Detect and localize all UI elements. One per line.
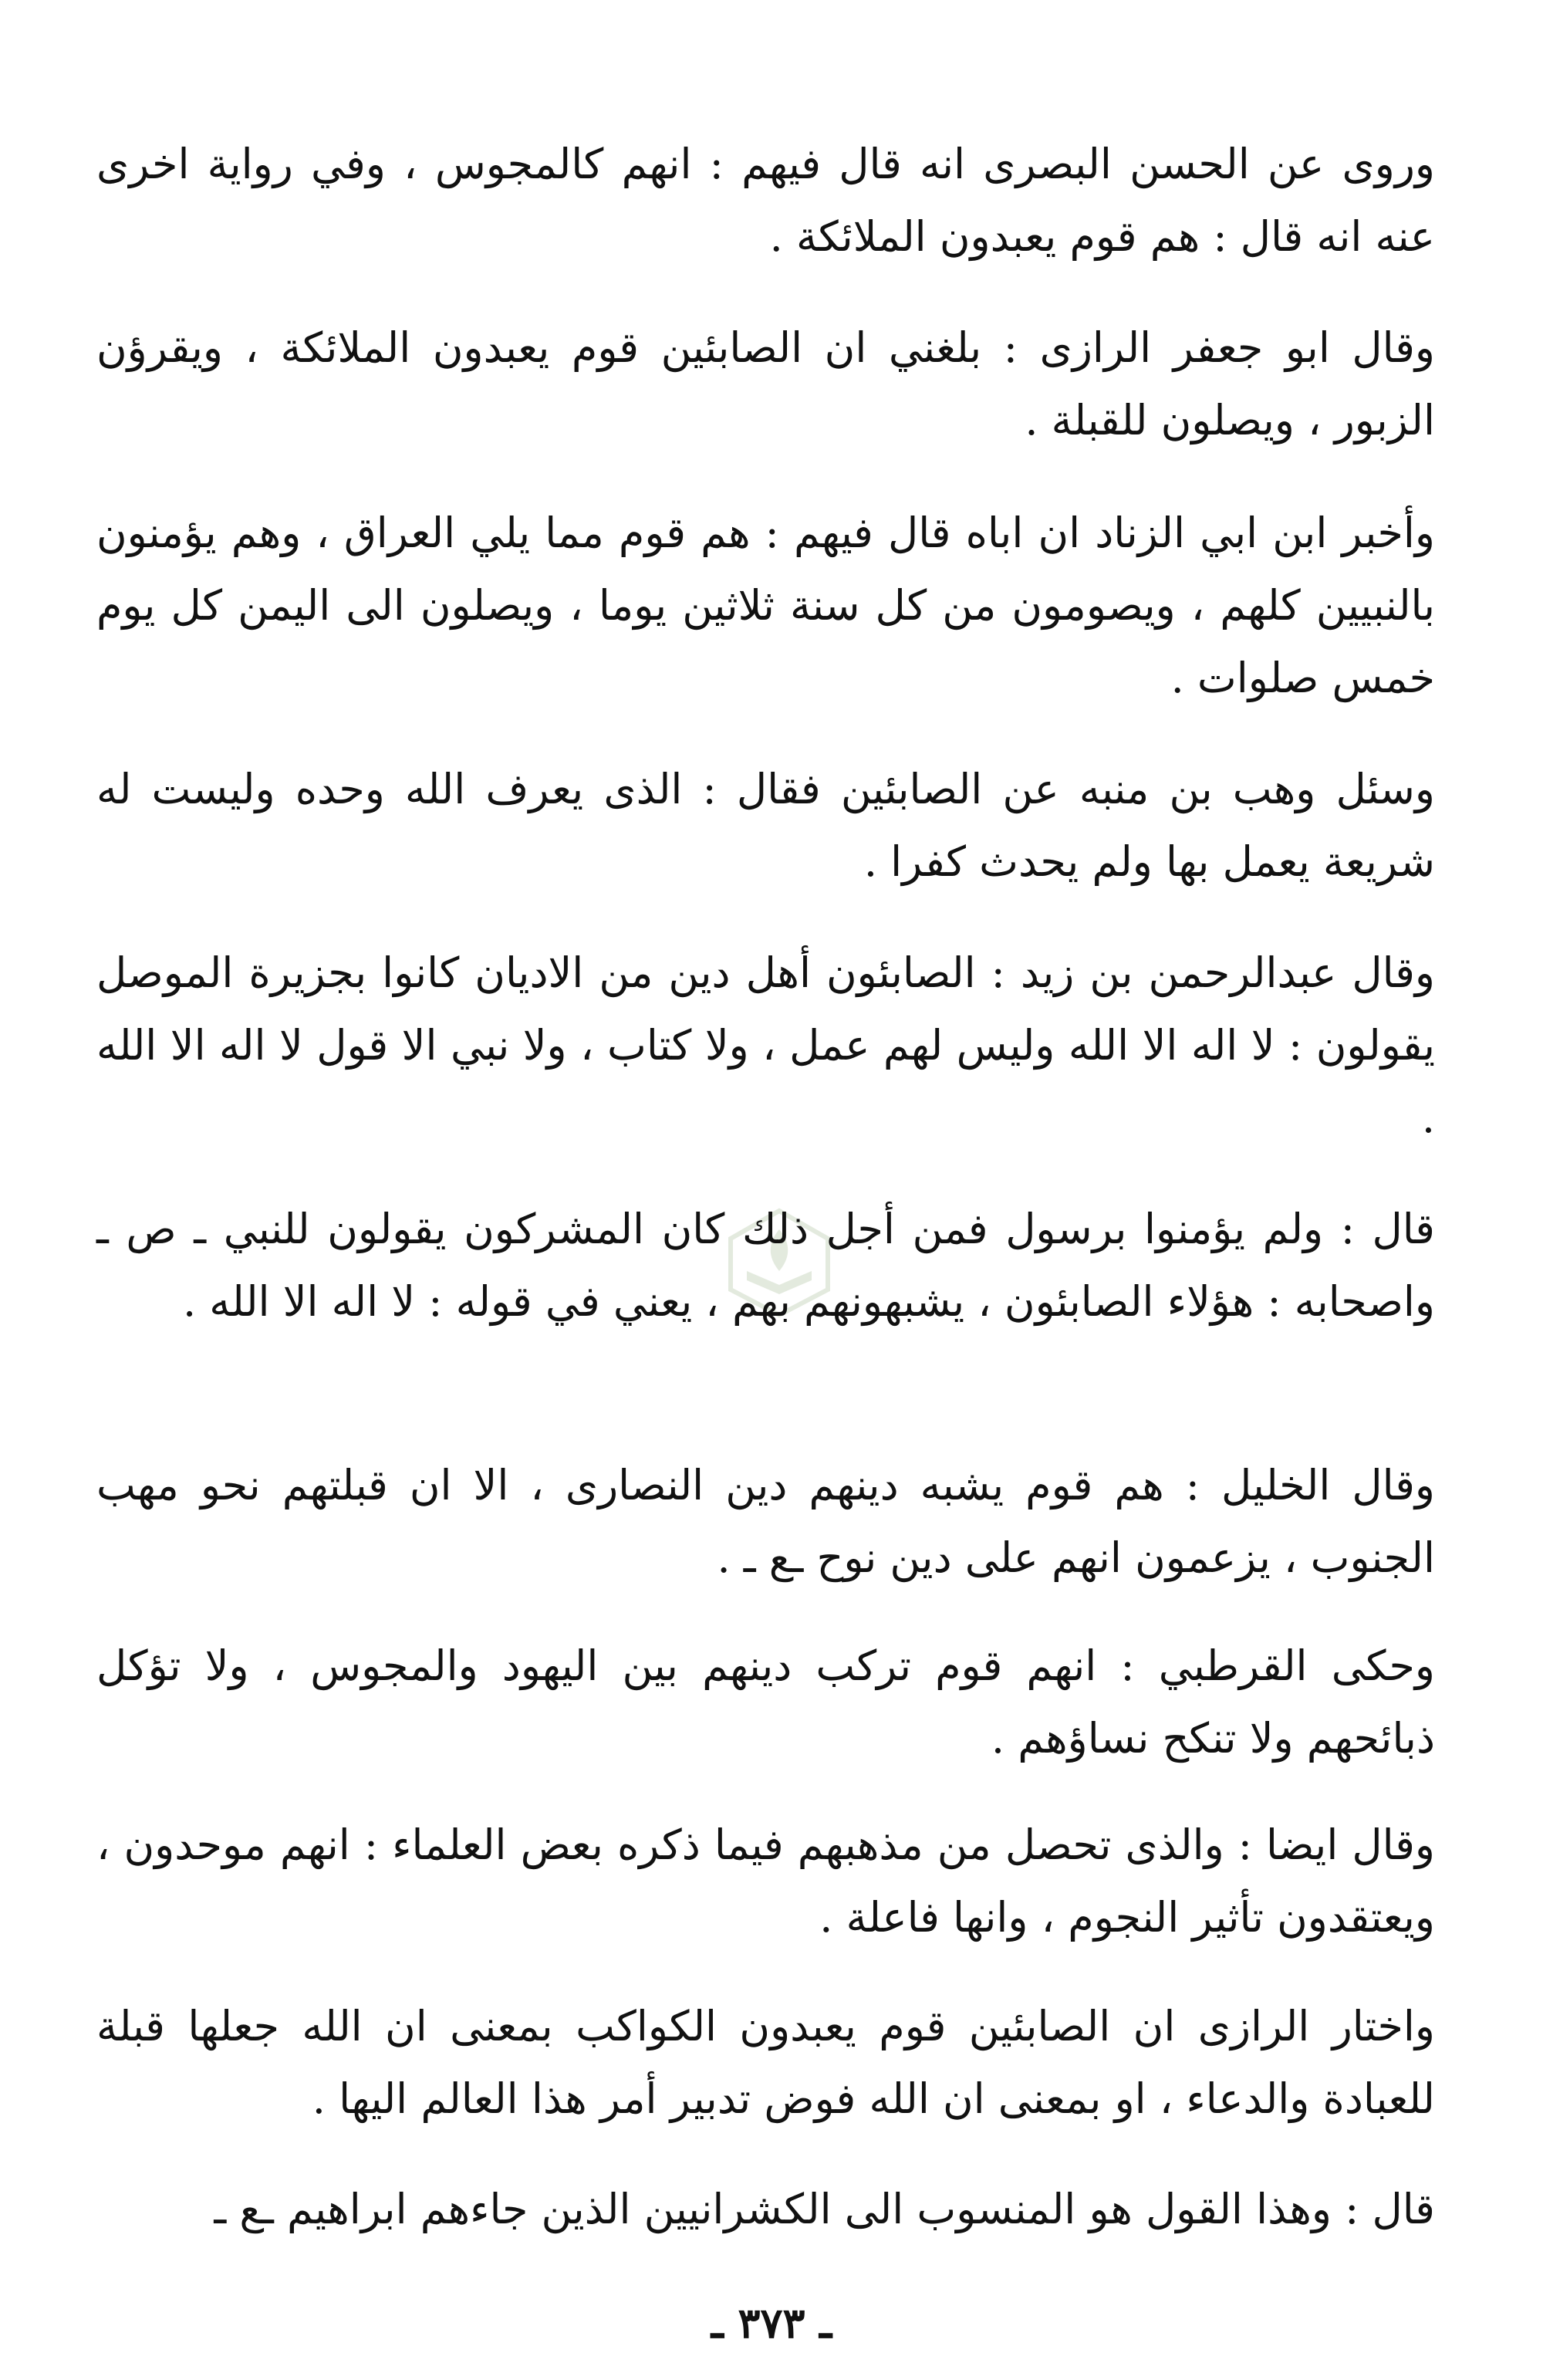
paragraph-4: وسئل وهب بن منبه عن الصابئين فقال : الذى يعرف الله وحده وليست له شريعة يعمل بها ولم يحدث كفرا .: [96, 765, 1435, 886]
paragraph-5: وقال عبدالرحمن بن زيد : الصابئون أهل دين من الاديان كانوا بجزيرة الموصل يقولون : لا اله الا الله وليس لهم عمل ، ولا كتاب ، ولا نبي الا قول لا اله الا الله .: [96, 948, 1435, 1142]
paragraph-10: واختار الرازى ان الصابئين قوم يعبدون الكواكب بمعنى ان الله جعلها قبلة للعبادة والدعاء ، او بمعنى ان الله فوض تدبير أمر هذا العالم اليها .: [96, 2002, 1435, 2123]
page-number: ـ ٣٧٣ ـ: [711, 2298, 832, 2348]
paragraph-9: وقال ايضا : والذى تحصل من مذهبهم فيما ذكره بعض العلماء : انهم موحدون ، ويعتقدون تأثير النجوم ، وانها فاعلة .: [96, 1820, 1435, 1942]
paragraph-7: وقال الخليل : هم قوم يشبه دينهم دين النصارى ، الا ان قبلتهم نحو مهب الجنوب ، يزعمون انهم على دين نوح ـع ـ .: [96, 1461, 1435, 1582]
paragraph-11: قال : وهذا القول هو المنسوب الى الكشرانيين الذين جاءهم ابراهيم ـع ـ: [214, 2185, 1435, 2233]
paragraph-6: قال : ولم يؤمنوا برسول فمن أجل ذلك كان المشركون يقولون للنبي ـ ص ـ واصحابه : هؤلاء الصابئون ، يشبهونهم بهم ، يعني في قوله : لا اله الا الله .: [96, 1205, 1435, 1326]
paragraph-2: وقال ابو جعفر الرازى : بلغني ان الصابئين قوم يعبدون الملائكة ، ويقرؤن الزبور ، ويصلون للقبلة .: [96, 323, 1435, 445]
paragraph-3: وأخبر ابن ابي الزناد ان اباه قال فيهم : هم قوم مما يلي العراق ، وهم يؤمنون بالنبيين كلهم ، ويصومون من كل سنة ثلاثين يوما ، ويصلون الى اليمن كل يوم خمس صلوات .: [96, 509, 1435, 702]
paragraph-1: وروى عن الحسن البصرى انه قال فيهم : انهم كالمجوس ، وفي رواية اخرى عنه انه قال : هم قوم يعبدون الملائكة .: [96, 140, 1435, 261]
paragraph-8: وحكى القرطبي : انهم قوم تركب دينهم بين اليهود والمجوس ، ولا تؤكل ذبائحهم ولا تنكح نساؤهم .: [96, 1641, 1435, 1763]
